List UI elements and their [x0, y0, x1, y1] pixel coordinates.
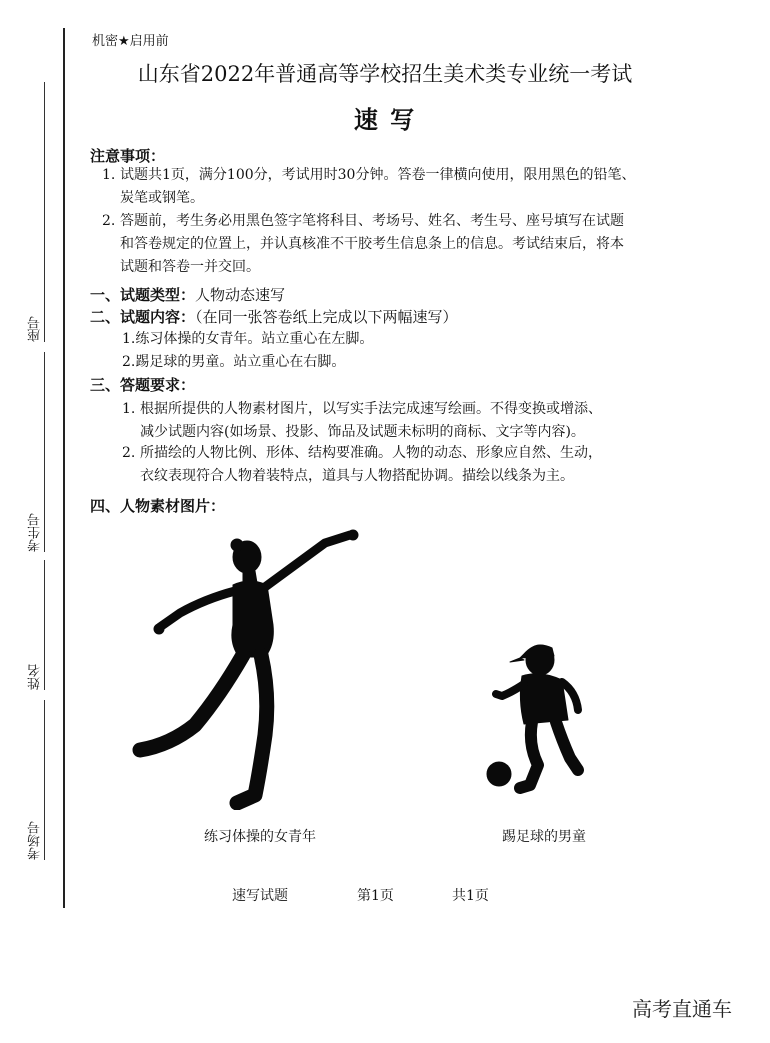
footer-total: 共1页	[452, 888, 489, 904]
left-figure-caption: 练习体操的女青年	[204, 829, 316, 845]
requirement-item: 2. 所描绘的人物比例、形体、结构要准确。人物的动态、形象应自然、生动， 衣纹表现符合人物着装特点，道具与人物搭配协调。描绘以线条为主。	[122, 445, 602, 484]
seat-number-field	[24, 272, 48, 342]
watermark: 高考直通车	[632, 997, 732, 1021]
right-figure-caption: 踢足球的男童	[502, 829, 586, 845]
gymnast-silhouette	[125, 525, 365, 810]
candidate-number-field	[24, 352, 48, 552]
exam-title: 山东省2022年普通高等学校招生美术类专业统一考试	[137, 62, 633, 86]
name-field	[24, 560, 48, 690]
section-content: 二、试题内容：（在同一张答卷纸上完成以下两幅速写）	[90, 308, 458, 326]
binding-line	[63, 28, 65, 908]
notice-heading: 注意事项：	[90, 147, 166, 165]
notice-item: 1. 试题共1页，满分100分，考试用时30分钟。答卷一律横向使用，限用黑色的铅笔、 炭笔或钢笔。	[102, 167, 636, 206]
notice-item: 2. 答题前，考生务必用黑色签字笔将科目、考场号、姓名、考生号、座号填写在试题 和答卷规定的位置上，并认真核准不干胶考生信息条上的信息。考试结束后，将本 试题和答卷一并交回。	[102, 213, 624, 275]
list-item: 1.练习体操的女青年。站立重心在左脚。	[122, 331, 374, 347]
field-label: 姓名	[28, 664, 43, 690]
field-label: 座号	[28, 316, 43, 342]
section-requirements: 三、答题要求：	[90, 376, 196, 394]
boy-football-silhouette	[480, 640, 590, 795]
field-label: 考生号	[28, 513, 43, 552]
footer-name: 速写试题	[232, 888, 288, 904]
requirement-item: 1. 根据所提供的人物素材图片，以写实手法完成速写绘画。不得变换或增添、 减少试题内容(如场景、投影、饰品及试题未标明的商标、文字等内容)。	[122, 401, 602, 440]
exam-room-field	[24, 700, 48, 860]
section-figures: 四、人物素材图片：	[90, 497, 226, 515]
list-item: 2.踢足球的男童。站立重心在右脚。	[122, 354, 346, 370]
subject-title: 速 写	[353, 106, 417, 134]
content-list	[122, 328, 642, 374]
footer-page: 第1页	[357, 888, 394, 904]
field-label: 考场号	[28, 821, 43, 860]
section-type: 一、试题类型：人物动态速写	[90, 286, 286, 304]
secret-mark: 机密★启用前	[92, 34, 169, 49]
